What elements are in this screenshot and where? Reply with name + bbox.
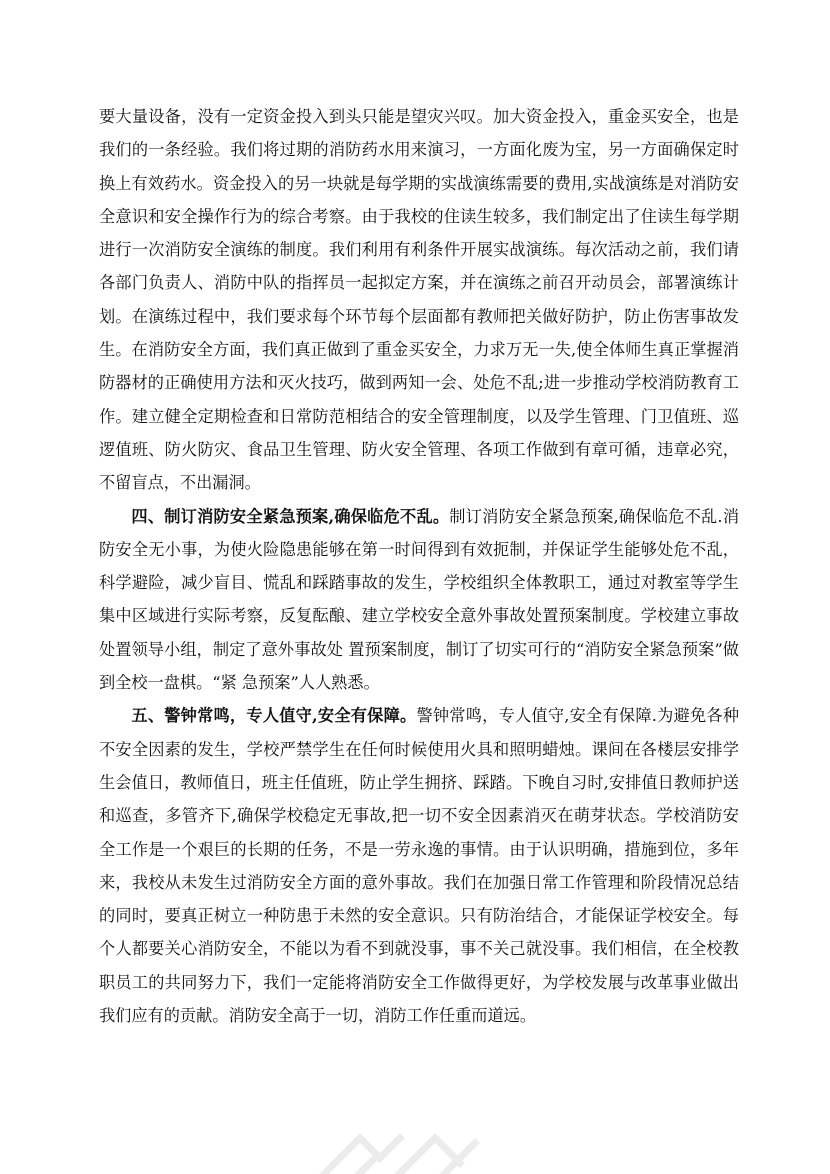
section-heading: 五、警钟常鸣，专人值守,安全有保障。 (131, 706, 417, 726)
paragraph-section-five (99, 699, 739, 1032)
document-body (99, 100, 739, 1032)
paragraph-text: 要大量设备，没有一定资金投入到头只能是望灾兴叹。加大资金投入，重金买安全，也是我们的一条经验。我们将过期的消防药水用来演习，一方面化废为宝，另一方面确保定时换上有效药水。资金投入的另一块就是每学期的实战演练需要的费用,实战演练是对消防安全意识和安全操作行为的综合考察。由于我校的住读生较多，我们制定出了住读生每学期进行一次消防安全演练的制度。我们利用有利条件开展实战演练。每次活动之前，我们请各部门负责人、消防中队的指挥员一起拟定方案，并在演练之前召开动员会，部署演练计划。在演练过程中，我们要求每个环节每个层面都有教师把关做好防护，防止伤害事故发生。在消防安全方面，我们真正做到了重金买安全，力求万无一失,使全体师生真正掌握消防器材的正确使用方法和灭火技巧，做到两知一会、处危不乱;进一步推动学校消防教育工作。建立健全定期检查和日常防范相结合的安全管理制度，以及学生管理、门卫值班、巡逻值班、防火防灾、食品卫生管理、防火安全管理、各项工作做到有章可循，违章必究，不留盲点，不出漏洞。 (99, 107, 739, 493)
paragraph-text: 制订消防安全紧急预案,确保临危不乱.消防安全无小事，为使火险隐患能够在第一时间得到有效扼制，并保证学生能够处危不乱，科学避险，减少盲目、慌乱和踩踏事故的发生，学校组织全体教职工，通过对教室等学生集中区域进行实际考察，反复酝酿、建立学校安全意外事故处置预案制度。学校建立事故处置领导小组，制定了意外事故处 置预案制度，制订了切实可行的“消防安全紧急预案”做到全校一盘棋。“紧 急预案”人人熟悉。 (99, 506, 740, 693)
paragraph-continuation (99, 100, 739, 500)
paragraph-text: 警钟常鸣，专人值守,安全有保障.为避免各种不安全因素的发生，学校严禁学生在任何时候使用火具和照明蜡烛。课间在各楼层安排学生会值日，教师值日，班主任值班，防止学生拥挤、踩踏。下晚自习时,安排值日教师护送和巡查，多管齐下,确保学校稳定无事故,把一切不安全因素消灭在萌芽状态。学校消防安全工作是一个艰巨的长期的任务，不是一劳永逸的事情。由于认识明确，措施到位，多年来，我校从未发生过消防安全方面的意外事故。我们在加强日常工作管理和阶段情况总结的同时，要真正树立一种防患于未然的安全意识。只有防治结合，才能保证学校安全。每个人都要关心消防安全，不能以为看不到就没事，事不关己就没事。我们相信，在全校教职员工的共同努力下，我们一定能将消防安全工作做得更好，为学校发展与改革事业做出我们应有的贡献。消防安全高于一切，消防工作任重而道远。 (99, 706, 740, 1026)
paragraph-section-four (99, 500, 739, 700)
section-heading: 四、制订消防安全紧急预案,确保临危不乱。 (131, 506, 450, 526)
watermark-logo-icon (300, 1090, 500, 1174)
